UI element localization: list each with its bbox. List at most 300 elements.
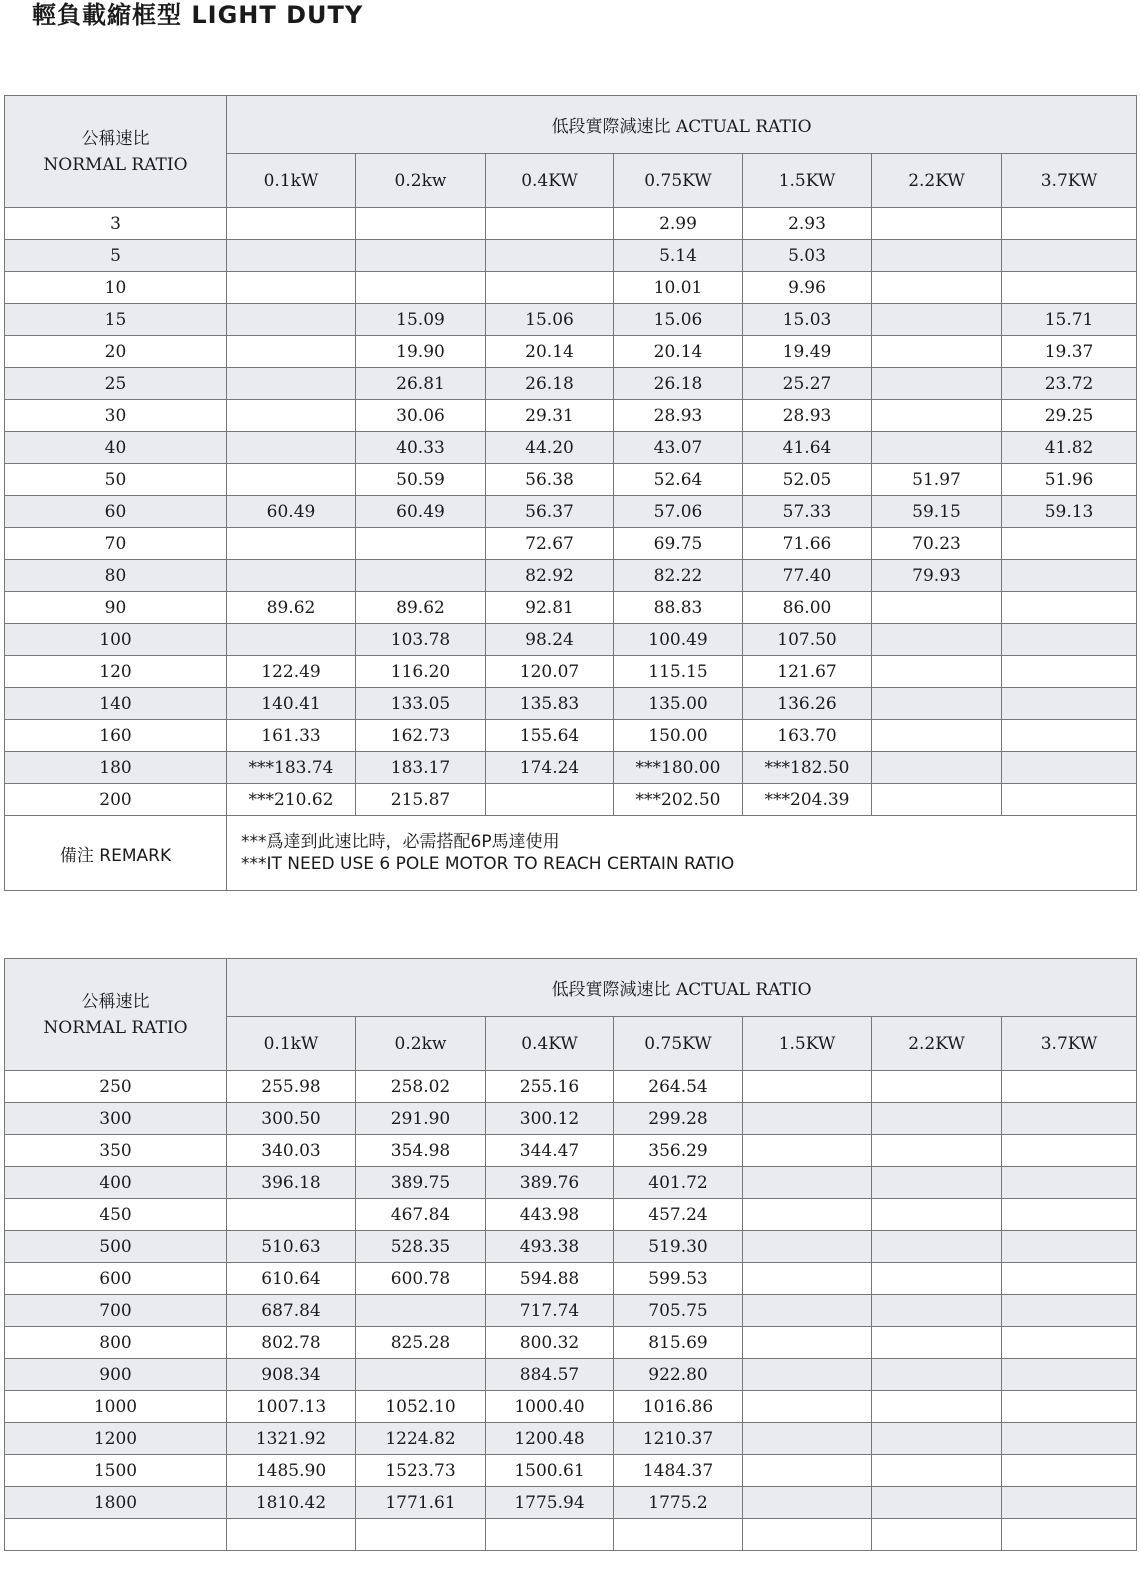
- actual-ratio-cell: [356, 1359, 486, 1391]
- actual-ratio-cell: 825.28: [356, 1327, 486, 1359]
- actual-ratio-cell: [872, 1167, 1002, 1199]
- normal-ratio-cell: 5: [5, 240, 227, 272]
- actual-ratio-cell: 389.75: [356, 1167, 486, 1199]
- actual-ratio-cell: 1224.82: [356, 1423, 486, 1455]
- table-row: [5, 1327, 1137, 1359]
- actual-ratio-cell: [872, 1359, 1002, 1391]
- actual-ratio-cell: [872, 784, 1002, 816]
- actual-ratio-cell: [1002, 1359, 1137, 1391]
- normal-ratio-cell: 400: [5, 1167, 227, 1199]
- actual-ratio-cell: 135.00: [614, 688, 743, 720]
- actual-ratio-cell: 519.30: [614, 1231, 743, 1263]
- actual-ratio-cell: [872, 656, 1002, 688]
- actual-ratio-cell: 161.33: [227, 720, 356, 752]
- actual-ratio-cell: 43.07: [614, 432, 743, 464]
- actual-ratio-cell: 1775.2: [614, 1487, 743, 1519]
- normal-ratio-header-en: NORMAL RATIO: [43, 1017, 188, 1038]
- power-header-cell: 0.4KW: [486, 1017, 614, 1071]
- actual-ratio-cell: [872, 720, 1002, 752]
- actual-ratio-cell: [1002, 1455, 1137, 1487]
- actual-ratio-cell: 60.49: [356, 496, 486, 528]
- actual-ratio-cell: 40.33: [356, 432, 486, 464]
- table-row: [5, 496, 1137, 528]
- actual-ratio-cell: 15.06: [486, 304, 614, 336]
- actual-ratio-cell: [1002, 624, 1137, 656]
- actual-ratio-cell: [872, 336, 1002, 368]
- normal-ratio-cell: 200: [5, 784, 227, 816]
- actual-ratio-cell: [872, 208, 1002, 240]
- actual-ratio-cell: 59.13: [1002, 496, 1137, 528]
- actual-ratio-cell: 162.73: [356, 720, 486, 752]
- actual-ratio-cell: [1002, 1135, 1137, 1167]
- normal-ratio-cell: 450: [5, 1199, 227, 1231]
- normal-ratio-cell: 700: [5, 1295, 227, 1327]
- actual-ratio-cell: 103.78: [356, 624, 486, 656]
- actual-ratio-cell: [872, 592, 1002, 624]
- actual-ratio-cell: 356.29: [614, 1135, 743, 1167]
- actual-ratio-cell: ***204.39: [743, 784, 872, 816]
- remark-line-en: ***IT NEED USE 6 POLE MOTOR TO REACH CERTAIN RATIO: [241, 854, 735, 874]
- power-header-cell: 0.75KW: [614, 154, 743, 208]
- normal-ratio-header-cn: 公稱速比: [81, 991, 150, 1012]
- actual-ratio-cell: 70.23: [872, 528, 1002, 560]
- actual-ratio-cell: 57.33: [743, 496, 872, 528]
- actual-ratio-cell: [872, 1199, 1002, 1231]
- ratio-table-light-duty-2: [4, 958, 1137, 1551]
- actual-ratio-cell: 122.49: [227, 656, 356, 688]
- actual-ratio-cell: [227, 240, 356, 272]
- actual-ratio-cell: 19.37: [1002, 336, 1137, 368]
- normal-ratio-cell: 350: [5, 1135, 227, 1167]
- table-row: [5, 368, 1137, 400]
- actual-ratio-cell: 29.31: [486, 400, 614, 432]
- table-row: [5, 624, 1137, 656]
- actual-ratio-cell: 82.92: [486, 560, 614, 592]
- actual-ratio-cell: [743, 1327, 872, 1359]
- actual-ratio-cell: [743, 1295, 872, 1327]
- normal-ratio-cell: 70: [5, 528, 227, 560]
- actual-ratio-cell: 354.98: [356, 1135, 486, 1167]
- actual-ratio-cell: 98.24: [486, 624, 614, 656]
- actual-ratio-cell: 60.49: [227, 496, 356, 528]
- actual-ratio-cell: [486, 208, 614, 240]
- actual-ratio-cell: 401.72: [614, 1167, 743, 1199]
- table-row: [5, 1071, 1137, 1103]
- power-header-cell: 0.4KW: [486, 154, 614, 208]
- actual-ratio-cell: [872, 752, 1002, 784]
- table-row: [5, 688, 1137, 720]
- normal-ratio-header: [5, 959, 227, 1071]
- actual-ratio-cell: [1002, 1231, 1137, 1263]
- normal-ratio-cell: 300: [5, 1103, 227, 1135]
- actual-ratio-cell: 41.64: [743, 432, 872, 464]
- actual-ratio-cell: 1210.37: [614, 1423, 743, 1455]
- power-header-cell: 3.7KW: [1002, 154, 1137, 208]
- actual-ratio-cell: 88.83: [614, 592, 743, 624]
- actual-ratio-cell: 77.40: [743, 560, 872, 592]
- normal-ratio-cell: 500: [5, 1231, 227, 1263]
- actual-ratio-cell: [227, 432, 356, 464]
- power-header-cell: 0.2kw: [356, 1017, 486, 1071]
- remark-text: [227, 816, 1137, 891]
- normal-ratio-cell: 90: [5, 592, 227, 624]
- actual-ratio-cell: 802.78: [227, 1327, 356, 1359]
- normal-ratio-cell: 1200: [5, 1423, 227, 1455]
- actual-ratio-cell: 255.16: [486, 1071, 614, 1103]
- table-row: [5, 304, 1137, 336]
- power-header-cell: 2.2KW: [872, 1017, 1002, 1071]
- actual-ratio-cell: [1002, 560, 1137, 592]
- normal-ratio-cell: 3: [5, 208, 227, 240]
- table-row: [5, 1103, 1137, 1135]
- actual-ratio-cell: 82.22: [614, 560, 743, 592]
- normal-ratio-cell: 25: [5, 368, 227, 400]
- actual-ratio-cell: [872, 1455, 1002, 1487]
- actual-ratio-cell: [743, 1359, 872, 1391]
- actual-ratio-cell: [227, 624, 356, 656]
- page-title: 輕負載縮框型 LIGHT DUTY: [32, 1, 364, 29]
- actual-ratio-cell: 29.25: [1002, 400, 1137, 432]
- empty-cell: [743, 1519, 872, 1551]
- actual-ratio-cell: 1523.73: [356, 1455, 486, 1487]
- actual-ratio-cell: 344.47: [486, 1135, 614, 1167]
- power-header-cell: 3.7KW: [1002, 1017, 1137, 1071]
- actual-ratio-cell: [743, 1423, 872, 1455]
- actual-ratio-cell: 155.64: [486, 720, 614, 752]
- empty-cell: [5, 1519, 227, 1551]
- actual-ratio-cell: 2.99: [614, 208, 743, 240]
- actual-ratio-cell: 25.27: [743, 368, 872, 400]
- actual-ratio-cell: 133.05: [356, 688, 486, 720]
- actual-ratio-cell: 1484.37: [614, 1455, 743, 1487]
- actual-ratio-cell: 163.70: [743, 720, 872, 752]
- actual-ratio-cell: [743, 1231, 872, 1263]
- table-row: [5, 240, 1137, 272]
- actual-ratio-cell: [486, 240, 614, 272]
- actual-ratio-cell: 174.24: [486, 752, 614, 784]
- actual-ratio-cell: [356, 240, 486, 272]
- actual-ratio-cell: [227, 272, 356, 304]
- actual-ratio-cell: [1002, 1103, 1137, 1135]
- actual-ratio-cell: 705.75: [614, 1295, 743, 1327]
- actual-ratio-cell: [1002, 1199, 1137, 1231]
- normal-ratio-cell: 1000: [5, 1391, 227, 1423]
- actual-ratio-cell: 30.06: [356, 400, 486, 432]
- table-row: [5, 1455, 1137, 1487]
- actual-ratio-cell: [872, 1487, 1002, 1519]
- actual-ratio-cell: 599.53: [614, 1263, 743, 1295]
- table-row: [5, 400, 1137, 432]
- actual-ratio-cell: 389.76: [486, 1167, 614, 1199]
- actual-ratio-cell: 59.15: [872, 496, 1002, 528]
- actual-ratio-cell: [743, 1199, 872, 1231]
- actual-ratio-cell: 135.83: [486, 688, 614, 720]
- actual-ratio-cell: [356, 272, 486, 304]
- actual-ratio-cell: [356, 1295, 486, 1327]
- table-row: [5, 1167, 1137, 1199]
- actual-ratio-cell: 20.14: [486, 336, 614, 368]
- actual-ratio-cell: 1775.94: [486, 1487, 614, 1519]
- actual-ratio-cell: [1002, 1423, 1137, 1455]
- actual-ratio-cell: 57.06: [614, 496, 743, 528]
- actual-ratio-cell: [872, 1391, 1002, 1423]
- actual-ratio-cell: 908.34: [227, 1359, 356, 1391]
- actual-ratio-cell: [227, 464, 356, 496]
- normal-ratio-cell: 100: [5, 624, 227, 656]
- actual-ratio-cell: 19.49: [743, 336, 872, 368]
- table-row: [5, 1231, 1137, 1263]
- actual-ratio-cell: 1771.61: [356, 1487, 486, 1519]
- actual-ratio-cell: 121.67: [743, 656, 872, 688]
- table-row: [5, 1135, 1137, 1167]
- actual-ratio-cell: 528.35: [356, 1231, 486, 1263]
- normal-ratio-cell: 1800: [5, 1487, 227, 1519]
- actual-ratio-cell: [872, 240, 1002, 272]
- table-row: [5, 464, 1137, 496]
- table-row: [5, 592, 1137, 624]
- actual-ratio-cell: 19.90: [356, 336, 486, 368]
- actual-ratio-cell: ***182.50: [743, 752, 872, 784]
- actual-ratio-cell: 15.71: [1002, 304, 1137, 336]
- normal-ratio-cell: 900: [5, 1359, 227, 1391]
- actual-ratio-cell: [872, 1103, 1002, 1135]
- actual-ratio-cell: [872, 304, 1002, 336]
- normal-ratio-cell: 600: [5, 1263, 227, 1295]
- power-header-cell: 1.5KW: [743, 154, 872, 208]
- actual-ratio-cell: 600.78: [356, 1263, 486, 1295]
- actual-ratio-cell: 493.38: [486, 1231, 614, 1263]
- actual-ratio-cell: [743, 1455, 872, 1487]
- actual-ratio-cell: 264.54: [614, 1071, 743, 1103]
- table-row: [5, 528, 1137, 560]
- actual-ratio-cell: [227, 528, 356, 560]
- actual-ratio-cell: ***202.50: [614, 784, 743, 816]
- actual-ratio-cell: [872, 1135, 1002, 1167]
- actual-ratio-cell: 1007.13: [227, 1391, 356, 1423]
- actual-ratio-cell: [1002, 208, 1137, 240]
- actual-ratio-cell: [872, 688, 1002, 720]
- actual-ratio-cell: [872, 1423, 1002, 1455]
- actual-ratio-cell: 140.41: [227, 688, 356, 720]
- actual-ratio-cell: 594.88: [486, 1263, 614, 1295]
- actual-ratio-cell: 41.82: [1002, 432, 1137, 464]
- actual-ratio-cell: 86.00: [743, 592, 872, 624]
- normal-ratio-cell: 140: [5, 688, 227, 720]
- actual-ratio-cell: 5.14: [614, 240, 743, 272]
- remark-line-cn: ***爲達到此速比時，必需搭配6P馬達使用: [241, 832, 560, 852]
- power-header-cell: 0.1kW: [227, 154, 356, 208]
- empty-cell: [227, 1519, 356, 1551]
- normal-ratio-cell: 20: [5, 336, 227, 368]
- actual-ratio-cell: [872, 432, 1002, 464]
- actual-ratio-cell: [743, 1135, 872, 1167]
- actual-ratio-cell: [872, 1327, 1002, 1359]
- actual-ratio-cell: [227, 336, 356, 368]
- actual-ratio-cell: [486, 784, 614, 816]
- actual-ratio-cell: 922.80: [614, 1359, 743, 1391]
- actual-ratio-cell: 23.72: [1002, 368, 1137, 400]
- actual-ratio-cell: 28.93: [743, 400, 872, 432]
- table-row: [5, 208, 1137, 240]
- actual-ratio-header: 低段實際減速比 ACTUAL RATIO: [227, 96, 1137, 154]
- actual-ratio-cell: 258.02: [356, 1071, 486, 1103]
- table-row: [5, 1359, 1137, 1391]
- actual-ratio-cell: [1002, 752, 1137, 784]
- table-row: [5, 1487, 1137, 1519]
- actual-ratio-cell: 15.06: [614, 304, 743, 336]
- actual-ratio-cell: 9.96: [743, 272, 872, 304]
- actual-ratio-cell: [227, 1199, 356, 1231]
- normal-ratio-cell: 1500: [5, 1455, 227, 1487]
- table-row: [5, 720, 1137, 752]
- actual-ratio-cell: 1321.92: [227, 1423, 356, 1455]
- actual-ratio-cell: [1002, 592, 1137, 624]
- actual-ratio-cell: 20.14: [614, 336, 743, 368]
- table-row: [5, 1423, 1137, 1455]
- actual-ratio-cell: 1052.10: [356, 1391, 486, 1423]
- normal-ratio-cell: 40: [5, 432, 227, 464]
- actual-ratio-cell: 300.50: [227, 1103, 356, 1135]
- actual-ratio-cell: 72.67: [486, 528, 614, 560]
- actual-ratio-cell: [743, 1071, 872, 1103]
- remark-label: 備注 REMARK: [5, 816, 227, 891]
- actual-ratio-cell: 15.09: [356, 304, 486, 336]
- ratio-table-light-duty-1: [4, 95, 1137, 891]
- actual-ratio-cell: [1002, 240, 1137, 272]
- actual-ratio-cell: [227, 368, 356, 400]
- actual-ratio-cell: 1810.42: [227, 1487, 356, 1519]
- actual-ratio-cell: [743, 1103, 872, 1135]
- table-row: [5, 1295, 1137, 1327]
- actual-ratio-cell: [227, 400, 356, 432]
- table-row: [5, 336, 1137, 368]
- actual-ratio-cell: 92.81: [486, 592, 614, 624]
- actual-ratio-cell: [1002, 1487, 1137, 1519]
- actual-ratio-cell: 115.15: [614, 656, 743, 688]
- actual-ratio-cell: [872, 368, 1002, 400]
- actual-ratio-cell: 116.20: [356, 656, 486, 688]
- actual-ratio-cell: 79.93: [872, 560, 1002, 592]
- actual-ratio-cell: 120.07: [486, 656, 614, 688]
- actual-ratio-cell: 15.03: [743, 304, 872, 336]
- power-header-cell: 1.5KW: [743, 1017, 872, 1071]
- actual-ratio-cell: 89.62: [356, 592, 486, 624]
- actual-ratio-cell: 26.18: [486, 368, 614, 400]
- actual-ratio-cell: 136.26: [743, 688, 872, 720]
- actual-ratio-cell: 56.37: [486, 496, 614, 528]
- actual-ratio-cell: 457.24: [614, 1199, 743, 1231]
- actual-ratio-cell: 51.97: [872, 464, 1002, 496]
- actual-ratio-cell: 291.90: [356, 1103, 486, 1135]
- actual-ratio-cell: 884.57: [486, 1359, 614, 1391]
- actual-ratio-cell: [1002, 1391, 1137, 1423]
- normal-ratio-cell: 15: [5, 304, 227, 336]
- normal-ratio-cell: 250: [5, 1071, 227, 1103]
- actual-ratio-cell: 687.84: [227, 1295, 356, 1327]
- actual-ratio-cell: [356, 208, 486, 240]
- actual-ratio-cell: 71.66: [743, 528, 872, 560]
- actual-ratio-cell: 800.32: [486, 1327, 614, 1359]
- actual-ratio-cell: [872, 1263, 1002, 1295]
- table-row: [5, 1199, 1137, 1231]
- actual-ratio-cell: [872, 400, 1002, 432]
- actual-ratio-cell: 26.18: [614, 368, 743, 400]
- table-row: [5, 560, 1137, 592]
- actual-ratio-cell: [872, 1071, 1002, 1103]
- actual-ratio-cell: [1002, 784, 1137, 816]
- actual-ratio-cell: 215.87: [356, 784, 486, 816]
- normal-ratio-cell: 30: [5, 400, 227, 432]
- actual-ratio-cell: 51.96: [1002, 464, 1137, 496]
- table-row: [5, 432, 1137, 464]
- actual-ratio-cell: [1002, 1327, 1137, 1359]
- normal-ratio-cell: 180: [5, 752, 227, 784]
- power-header-cell: 0.2kw: [356, 154, 486, 208]
- actual-ratio-cell: 107.50: [743, 624, 872, 656]
- empty-cell: [872, 1519, 1002, 1551]
- actual-ratio-cell: ***180.00: [614, 752, 743, 784]
- normal-ratio-cell: 120: [5, 656, 227, 688]
- normal-ratio-header-en: NORMAL RATIO: [43, 154, 188, 175]
- actual-ratio-cell: 52.64: [614, 464, 743, 496]
- power-header-cell: 2.2KW: [872, 154, 1002, 208]
- normal-ratio-cell: 80: [5, 560, 227, 592]
- table-row: [5, 1391, 1137, 1423]
- actual-ratio-cell: 467.84: [356, 1199, 486, 1231]
- actual-ratio-cell: [872, 1231, 1002, 1263]
- actual-ratio-cell: 183.17: [356, 752, 486, 784]
- actual-ratio-cell: ***183.74: [227, 752, 356, 784]
- empty-cell: [614, 1519, 743, 1551]
- actual-ratio-cell: 1500.61: [486, 1455, 614, 1487]
- actual-ratio-cell: 56.38: [486, 464, 614, 496]
- actual-ratio-cell: 396.18: [227, 1167, 356, 1199]
- power-header-cell: 0.75KW: [614, 1017, 743, 1071]
- empty-cell: [1002, 1519, 1137, 1551]
- actual-ratio-cell: [1002, 528, 1137, 560]
- actual-ratio-cell: 1000.40: [486, 1391, 614, 1423]
- actual-ratio-cell: [356, 528, 486, 560]
- actual-ratio-cell: 5.03: [743, 240, 872, 272]
- actual-ratio-cell: 717.74: [486, 1295, 614, 1327]
- normal-ratio-header: [5, 96, 227, 208]
- actual-ratio-cell: [1002, 272, 1137, 304]
- normal-ratio-cell: 800: [5, 1327, 227, 1359]
- actual-ratio-cell: 1200.48: [486, 1423, 614, 1455]
- normal-ratio-header-cn: 公稱速比: [81, 128, 150, 149]
- actual-ratio-cell: [872, 272, 1002, 304]
- actual-ratio-cell: [743, 1487, 872, 1519]
- actual-ratio-cell: [872, 1295, 1002, 1327]
- actual-ratio-cell: 255.98: [227, 1071, 356, 1103]
- empty-cell: [356, 1519, 486, 1551]
- actual-ratio-cell: [1002, 1167, 1137, 1199]
- actual-ratio-cell: 443.98: [486, 1199, 614, 1231]
- actual-ratio-cell: 815.69: [614, 1327, 743, 1359]
- actual-ratio-cell: 1016.86: [614, 1391, 743, 1423]
- empty-cell: [486, 1519, 614, 1551]
- normal-ratio-cell: 60: [5, 496, 227, 528]
- power-header-cell: 0.1kW: [227, 1017, 356, 1071]
- actual-ratio-cell: 69.75: [614, 528, 743, 560]
- actual-ratio-cell: [227, 208, 356, 240]
- actual-ratio-cell: 340.03: [227, 1135, 356, 1167]
- normal-ratio-cell: 160: [5, 720, 227, 752]
- actual-ratio-cell: [1002, 1263, 1137, 1295]
- actual-ratio-cell: 50.59: [356, 464, 486, 496]
- actual-ratio-cell: 510.63: [227, 1231, 356, 1263]
- actual-ratio-cell: 300.12: [486, 1103, 614, 1135]
